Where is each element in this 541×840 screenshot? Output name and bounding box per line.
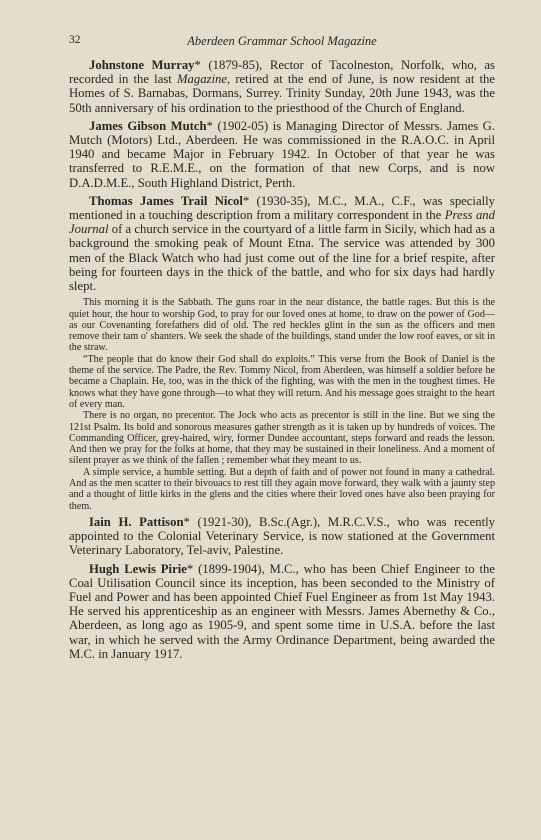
quote-paragraph: “The people that do know their God shall do exploits.” This verse from the Book of Daniel is the theme of the service. The Padre, the Rev. Tommy Nicol, from Aberdeen, was himself a soldier before he became a Chaplain. He, too, was in the thick of the fighting, was with the men in the toughest times. He knows what they have gone through—to what they will return. And his message goes straight to the heart of every man.	[69, 353, 495, 410]
entry-mark: *	[186, 561, 194, 576]
entry-text: (1879-85), Rector of Tacolneston, Norfolk, who, as recorded in the last	[69, 58, 495, 87]
quote-paragraph: There is no organ, no precentor. The Jock who acts as precentor is still in the line. But we sing the 121st Psalm. Its bold and sonorous measures gather strength as it is taken up by hundreds of voices. The Commanding Officer, grey-haired, wiry, former Dundee accountant, steps forward and reads the lesson. And then we pray for the folks at home, that they may be sustained in their loneliness. And a moment of silent prayer as we think of the fallen ; remember what they meant to us.	[69, 410, 495, 467]
entry-johnstone-murray	[69, 58, 495, 115]
entry-text: , retired at the end of June, is now resident at the Homes of S. Barnabas, Dormans, Surrey. Trinity Sunday, 20th June 1943, was the 50th anniversary of his ordination to the priesthood of the Church of England.	[69, 72, 495, 115]
entry-name: Hugh Lewis Pirie	[89, 561, 187, 576]
entry-text: (1921-30), B.Sc.(Agr.), M.R.C.V.S., who was recently appointed to the Colonial Veterinary Service, is now stationed at the Government Veterinary Laboratory, Tel-aviv, Palestine.	[69, 514, 496, 558]
entry-james-gibson-mutch	[69, 119, 495, 190]
entry-iain-pattison	[69, 515, 495, 558]
quote-paragraph: This morning it is the Sabbath. The guns roar in the near distance, the battle rages. But this is the quiet hour, the hour to worship God, to pray for our loved ones at home, to draw on the power of God—as our Covenanting forefathers did of old. The red heckles glint in the sun as the officers and men remove their tam o' shanters. We seek the shade of the buildings, stand under the low roof eaves, or sit in the straw.	[69, 297, 495, 354]
entry-hugh-lewis-pirie	[69, 562, 495, 661]
entry-text: of a church service in the courtyard of a little farm in Sicily, which had as a background the smoking peak of Mount Etna. The service was attended by 300 men of the Black Watch who had just come out of the line for a brief respite, after being for fourteen days in the thick of the battle, and who for six days had hardly slept.	[69, 222, 495, 294]
quoted-article	[69, 297, 495, 512]
entry-text: (1902-05) is Managing Director of Messrs. James G. Mutch (Motors) Ltd., Aberdeen. He was commissioned in the R.A.O.C. in April 1940 and became Major in February 1942. In October of that year he was transferred to R.E.M.E., on the formation of that new Corps, and is now D.A.D.M.E., South Highland District, Perth.	[69, 118, 495, 190]
entry-mark: *	[194, 58, 201, 72]
entry-mark: *	[242, 193, 250, 208]
entry-text: (1930-35), M.C., M.A., C.F., was specially mentioned in a touching description from a military correspondent in the	[69, 193, 495, 223]
entry-name: Iain H. Pattison	[89, 514, 184, 529]
quote-paragraph: A simple service, a humble setting. But a depth of faith and of power not found in many a cathedral. And as the men scatter to their bivouacs to rest till they again move forward, they walk with a jaunty step and a thought of little kirks in the glens and the cities where their loved ones have also been praying for them.	[69, 466, 495, 512]
entry-italic: Press and Journal	[69, 208, 495, 237]
page-header	[69, 34, 495, 52]
entry-italic: Magazine	[176, 72, 227, 87]
entry-thomas-james-trail-nicol	[69, 194, 495, 293]
entry-text: (1899-1904), M.C., who has been Chief Engineer to the Coal Utilisation Council since its inception, has been seconded to the Ministry of Fuel and Power and has been appointed Chief Fuel Engineer as from 1st May 1943. He served his apprenticeship as an engineer with Messrs. James Abernethy & Co., Aberdeen, as long ago as 1905-9, and spent some time in U.S.A. before the last war, in which he served with the Army Ordinance Department, being awarded the M.C. in January 1917.	[69, 561, 495, 661]
page-number: 32	[69, 34, 81, 46]
entry-name: James Gibson Mutch	[89, 118, 207, 133]
entry-mark: *	[206, 118, 213, 133]
entry-mark: *	[183, 514, 190, 529]
entry-name: Thomas James Trail Nicol	[89, 193, 243, 208]
running-title: Aberdeen Grammar School Magazine	[187, 34, 377, 48]
entry-name: Johnstone Murray	[89, 58, 195, 72]
